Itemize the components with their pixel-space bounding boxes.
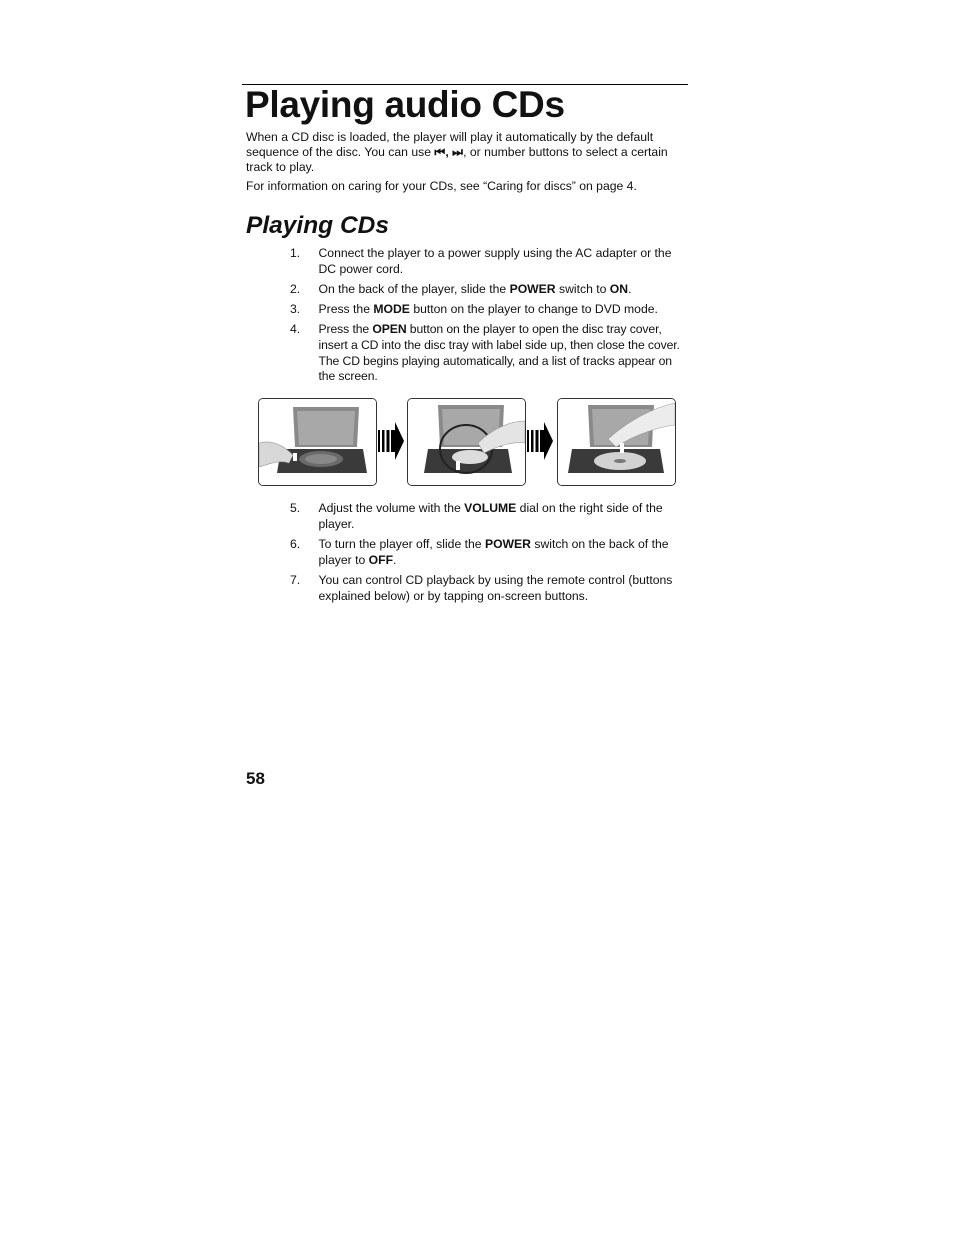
step-text-part: .	[393, 552, 397, 567]
step-text	[319, 322, 689, 385]
step-number: 2.	[290, 282, 301, 296]
step-number: 7.	[290, 573, 301, 587]
previous-track-icon: ⏮	[434, 145, 446, 159]
step-text	[319, 501, 689, 533]
power-keyword: POWER	[484, 537, 531, 551]
step-text-part: button on the player to open the disc tray cover, insert a CD into the disc tray with label side up, then close the cover. The CD begins playing automatically, and a list of tracks appear on the screen.	[318, 322, 680, 384]
volume-keyword: VOLUME	[464, 501, 517, 515]
step-text-part: On the back of the player, slide the	[318, 282, 510, 296]
intro-text-start: When a CD disc is loaded, the player will play it automatically by the default sequence of the disc. You can use	[246, 130, 654, 159]
page-number: 58	[246, 769, 265, 788]
intro-text-end: , or number buttons to select a certain track to play.	[246, 145, 668, 174]
step-text-part: To turn the player off, slide the	[318, 537, 485, 551]
step-text-part: Press the	[318, 302, 374, 316]
info-paragraph: For information on caring for your CDs, see “Caring for discs” on page 4.	[246, 179, 637, 193]
step-number: 5.	[290, 501, 301, 515]
step-text-part: switch to	[555, 282, 610, 296]
photo-press-open	[258, 398, 377, 486]
icon-separator: ,	[445, 145, 453, 159]
arrow-right-icon	[527, 418, 553, 464]
photo-close-cover	[557, 398, 676, 486]
open-keyword: OPEN	[372, 322, 407, 336]
step-text-part: Adjust the volume with the	[318, 501, 465, 515]
photo-insert-cd	[407, 398, 526, 486]
intro-paragraph	[246, 130, 686, 175]
step-text-part: You can control CD playback by using the remote control (buttons explained below) or by tapping on-screen buttons.	[318, 573, 673, 603]
step-text	[319, 246, 689, 278]
page-title: Playing audio CDs	[245, 84, 565, 125]
step-text-part: .	[628, 282, 632, 296]
step-text	[319, 302, 689, 318]
step-text	[319, 573, 689, 605]
step-text-part: switch on the back of the player to	[318, 537, 669, 567]
step-number: 3.	[290, 302, 301, 316]
step-text-part: Press the	[318, 322, 373, 336]
step-number: 1.	[290, 246, 301, 260]
step-text	[319, 282, 689, 298]
step-text-part: dial on the right side of the player.	[318, 501, 663, 531]
step-number: 4.	[290, 322, 301, 336]
power-keyword: POWER	[509, 282, 556, 296]
off-keyword: OFF	[368, 552, 394, 567]
next-track-icon: ⏭	[452, 145, 464, 159]
step-text-part: button on the player to change to DVD mode.	[409, 302, 658, 316]
mode-keyword: MODE	[373, 302, 410, 316]
step-text	[319, 537, 689, 569]
step-number: 6.	[290, 537, 301, 551]
step-text-part: Connect the player to a power supply using the AC adapter or the DC power cord.	[318, 246, 672, 276]
on-keyword: ON	[609, 282, 629, 296]
arrow-right-icon	[378, 418, 404, 464]
section-title: Playing CDs	[246, 212, 389, 239]
